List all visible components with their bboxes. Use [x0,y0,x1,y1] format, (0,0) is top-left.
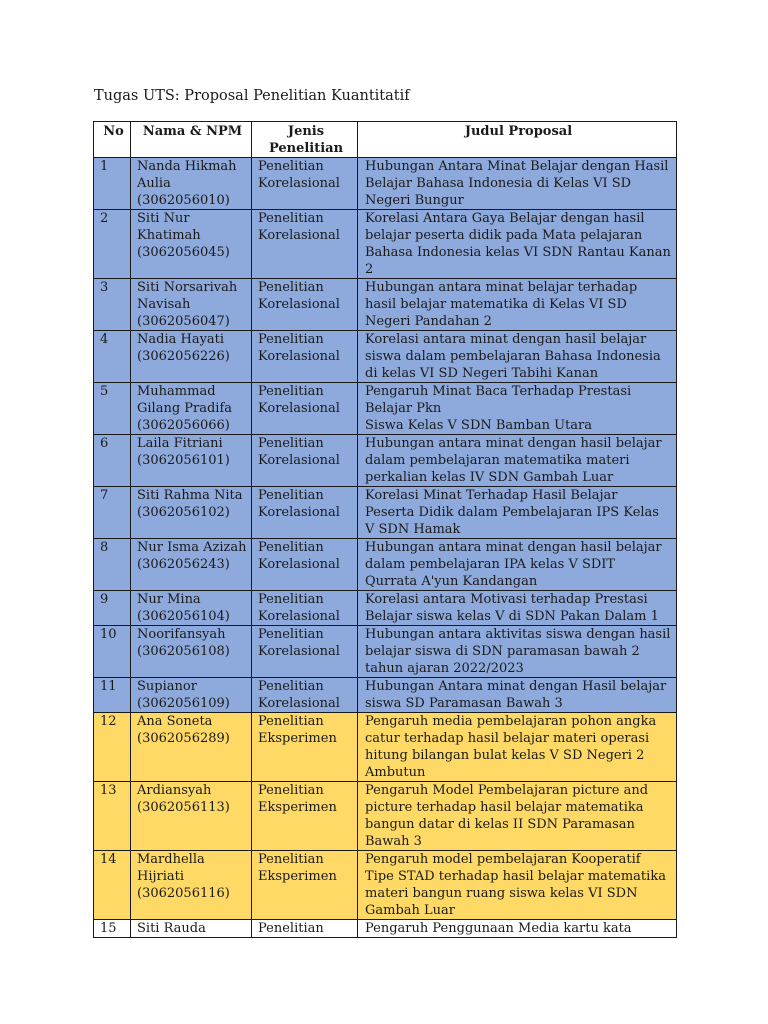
student-cell [131,158,252,210]
proposal-title: Pengaruh Model Pembelajaran picture and picture terhadap hasil belajar matematika bangun datar di kelas II SDN Paramasan Bawah 3 [358,782,677,851]
row-number: 12 [94,713,131,782]
table-row [94,678,677,713]
student-name: Supianor [137,679,197,694]
proposal-title: Korelasi Antara Gaya Belajar dengan hasil belajar peserta didik pada Mata pelajaran Bahasa Indonesia kelas VI SDN Rantau Kanan 2 [358,210,677,279]
table-row [94,435,677,487]
student-cell [131,487,252,539]
row-number: 8 [94,539,131,591]
research-type: Penelitian Korelasional [252,487,358,539]
proposal-title: Hubungan antara minat belajar terhadap hasil belajar matematika di Kelas VI SD Negeri Pandahan 2 [358,279,677,331]
proposal-title: Pengaruh Penggunaan Media kartu kata [358,920,677,938]
table-row [94,920,677,938]
row-number: 4 [94,331,131,383]
student-npm: (3062056109) [137,696,230,711]
student-name: Laila Fitriani [137,436,223,451]
student-cell [131,435,252,487]
student-name: Siti Norsarivah Navisah [137,280,238,312]
table-row [94,487,677,539]
row-number: 14 [94,851,131,920]
student-npm: (3062056010) [137,193,230,208]
proposal-title: Hubungan Antara Minat Belajar dengan Hasil Belajar Bahasa Indonesia di Kelas VI SD Negeri Bungur [358,158,677,210]
research-type: Penelitian Korelasional [252,383,358,435]
proposal-title: Hubungan antara minat dengan hasil belajar dalam pembelajaran IPA kelas V SDIT Qurrata A'yun Kandangan [358,539,677,591]
student-cell [131,678,252,713]
row-number: 2 [94,210,131,279]
proposal-title: Pengaruh Minat Baca Terhadap Prestasi Belajar Pkn [365,384,632,416]
student-cell [131,210,252,279]
row-number: 13 [94,782,131,851]
table-header-row [94,122,677,158]
student-name: Ana Soneta [137,714,213,729]
student-name: Ardiansyah [137,783,212,798]
student-name: Mardhella Hijriati [137,852,205,884]
header-nama-npm: Nama & NPM [131,122,252,158]
proposal-title: Korelasi antara Motivasi terhadap Prestasi Belajar siswa kelas V di SDN Pakan Dalam 1 [358,591,677,626]
research-type: Penelitian Korelasional [252,279,358,331]
header-jenis-penelitian: Jenis Penelitian [252,122,358,158]
proposal-title: Hubungan Antara minat dengan Hasil belajar siswa SD Paramasan Bawah 3 [358,678,677,713]
student-cell [131,383,252,435]
student-cell [131,782,252,851]
table-row [94,713,677,782]
row-number: 15 [94,920,131,938]
table-row [94,591,677,626]
research-type: Penelitian [252,920,358,938]
research-type: Penelitian Korelasional [252,435,358,487]
proposal-title: Pengaruh model pembelajaran Kooperatif Tipe STAD terhadap hasil belajar matematika materi bangun ruang siswa kelas VI SDN Gambah Luar [358,851,677,920]
row-number: 7 [94,487,131,539]
student-name: Nadia Hayati [137,332,225,347]
student-name: Siti Rahma Nita [137,488,243,503]
student-npm: (3062056243) [137,557,230,572]
proposal-title: Hubungan antara minat dengan hasil belajar dalam pembelajaran matematika materi perkalian kelas IV SDN Gambah Luar [358,435,677,487]
student-name: Noorifansyah [137,627,226,642]
proposal-title: Korelasi antara minat dengan hasil belajar siswa dalam pembelajaran Bahasa Indonesia di kelas VI SD Negeri Tabihi Kanan [358,331,677,383]
student-name: Nur Isma Azizah [137,540,247,555]
student-npm: (3062056108) [137,644,230,659]
student-npm: (3062056104) [137,609,230,624]
student-name: Siti Rauda [137,921,206,936]
table-row [94,782,677,851]
research-type: Penelitian Eksperimen [252,782,358,851]
proposal-title: Pengaruh media pembelajaran pohon angka catur terhadap hasil belajar materi operasi hitung bilangan bulat kelas V SD Negeri 2 Ambutun [358,713,677,782]
student-cell [131,539,252,591]
row-number: 6 [94,435,131,487]
header-no: No [94,122,131,158]
research-type: Penelitian Korelasional [252,678,358,713]
row-number: 9 [94,591,131,626]
header-judul-proposal: Judul Proposal [358,122,677,158]
document-title: Tugas UTS: Proposal Penelitian Kuantitatif [94,88,410,104]
student-npm: (3062056289) [137,731,230,746]
student-cell [131,279,252,331]
proposal-title: Korelasi Minat Terhadap Hasil Belajar Peserta Didik dalam Pembelajaran IPS Kelas V SDN Hamak [358,487,677,539]
student-cell [131,920,252,938]
student-npm: (3062056113) [137,800,230,815]
student-name: Nanda Hikmah Aulia [137,159,237,191]
proposal-title-cell [358,383,677,435]
table-row [94,851,677,920]
student-name: Nur Mina [137,592,201,607]
table-row [94,383,677,435]
student-npm: (3062056101) [137,453,230,468]
research-type: Penelitian Korelasional [252,210,358,279]
research-type: Penelitian Korelasional [252,626,358,678]
student-cell [131,713,252,782]
research-type: Penelitian Eksperimen [252,851,358,920]
student-cell [131,591,252,626]
student-cell [131,626,252,678]
table-row [94,210,677,279]
student-npm: (3062056102) [137,505,230,520]
row-number: 10 [94,626,131,678]
student-npm: (3062056047) [137,314,230,329]
student-name: Siti Nur Khatimah [137,211,201,243]
row-number: 1 [94,158,131,210]
table-row [94,279,677,331]
row-number: 3 [94,279,131,331]
row-number: 11 [94,678,131,713]
research-type: Penelitian Korelasional [252,591,358,626]
student-name: Muhammad Gilang Pradifa [137,384,233,416]
proposal-title: Hubungan antara aktivitas siswa dengan hasil belajar siswa di SDN paramasan bawah 2 tahun ajaran 2022/2023 [358,626,677,678]
proposal-title-line-2: Siswa Kelas V SDN Bamban Utara [365,418,592,433]
student-npm: (3062056045) [137,245,230,260]
table-row [94,539,677,591]
row-number: 5 [94,383,131,435]
student-npm: (3062056116) [137,886,230,901]
table-row [94,626,677,678]
research-type: Penelitian Eksperimen [252,713,358,782]
research-type: Penelitian Korelasional [252,331,358,383]
research-type: Penelitian Korelasional [252,158,358,210]
student-cell [131,851,252,920]
student-npm: (3062056226) [137,349,230,364]
research-type: Penelitian Korelasional [252,539,358,591]
student-npm: (3062056066) [137,418,230,433]
student-cell [131,331,252,383]
table-row [94,331,677,383]
table-row [94,158,677,210]
proposal-table [93,121,677,938]
